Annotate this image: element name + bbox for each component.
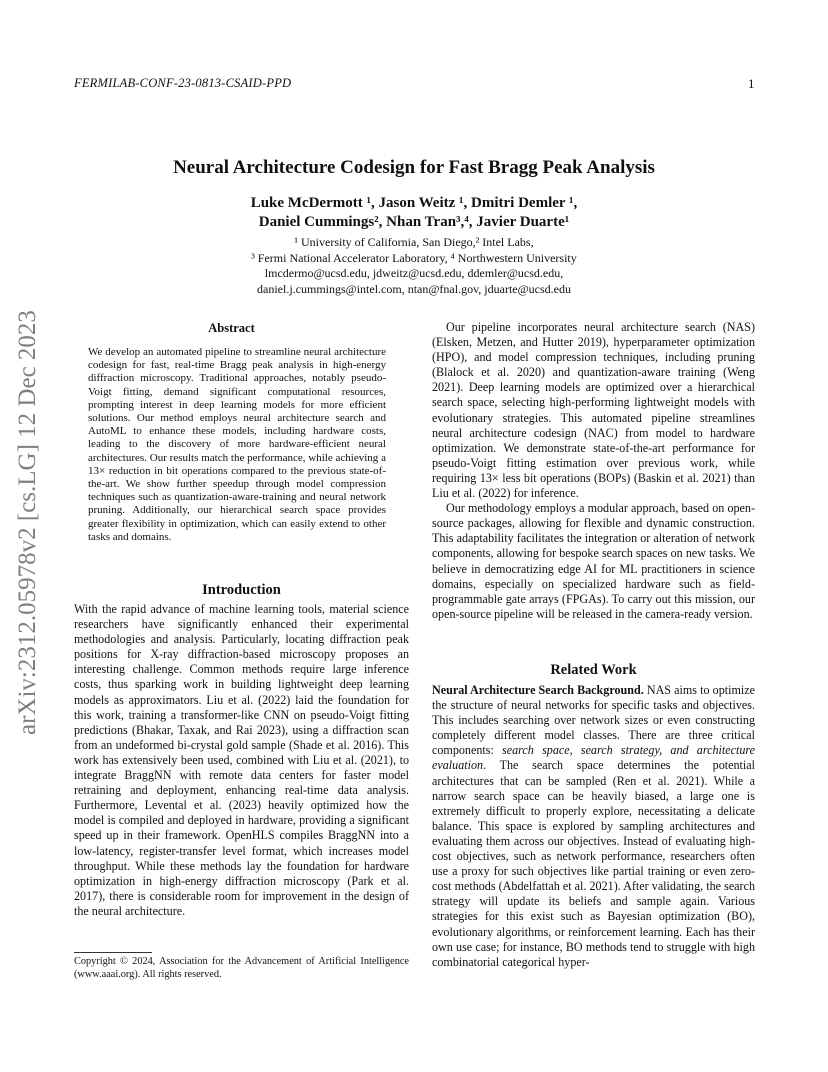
introduction-body bbox=[74, 602, 409, 919]
affiliation-line: ¹ University of California, San Diego,² Intel Labs, bbox=[294, 235, 534, 249]
introduction-continued bbox=[432, 320, 755, 622]
author-list bbox=[0, 194, 828, 232]
introduction-text: With the rapid advance of machine learning tools, material science researchers have significantly enhanced their experimental methodologies and analysis. Particularly, locating diffraction peak positions for X-ray diffraction-based microscopy proposes an interesting challenge. Common methods require large inference costs, thus sparking work in building lightweight deep learning models as approximators. Liu et al. (2022) laid the foundation for this work, training a transformer-like CNN on pseudo-Voigt fitting predictions (Bhakar, Taxak, and Rai 2023), using a diffraction scan from an undeformed bi-crystal gold sample (Shade et al. 2016). This work has extensively been used, combined with Liu et al. (2021), to integrate BraggNN with remote data centers for faster model retraining and deployment, enhancing real-time data analysis. Furthermore, Levental et al. (2023) heavily optimized how the model is compiled and deployed in hardware, providing a significant speed up in their framework. OpenHLS compiles BraggNN into a low-latency, register-transfer level format, which increases model throughput. While these methods lay the foundation for hardware optimization in high-energy diffraction microscopy (Park et al. 2017), there is considerable room for improvement in the design of the neural architecture. bbox=[74, 602, 409, 918]
related-work-body bbox=[432, 683, 755, 970]
copyright-notice bbox=[74, 955, 409, 981]
emphasis-span: search space, search strategy, and architecture evaluation bbox=[432, 743, 756, 773]
page-number: 1 bbox=[748, 76, 755, 91]
subsection-runin-heading: Neural Architecture Search Background. bbox=[432, 683, 644, 697]
paragraph bbox=[432, 683, 755, 970]
text-span: . The search space determines the potential architectures that can be sampled (Ren et al. 2021). While a narrow search space can be heavily biased, a large one is extremely difficult to properly explore, necessitating a delicate balance. This space is explored by sampling architectures and evaluating them across our objectives. Instead of evaluating high-cost objectives, such as network performance, researchers often use a proxy for such objectives like partial training or even zero-cost methods (Abdelfattah et al. 2021). After validating, the search strategy will update its beliefs and sample again. Various strategies for this exist such as Bayesian optimization (BO), evolutionary algorithms, or reinforcement learning. Each has their own use case; for instance, BO methods tend to struggle with high combinatorial categorical hyper- bbox=[432, 758, 755, 969]
paragraph: Our pipeline incorporates neural architecture search (NAS) (Elsken, Metzen, and Hutter 2019), hyperparameter optimization (HPO), and model compression techniques, including pruning (Blalock et al. 2020) and quantization-aware training (Weng 2021). Deep learning models are optimized over a hierarchical search space, selecting high-performing lightweight models with evolutionary strategies. This automated pipeline streamlines neural architecture codesign (NAC) from model to hardware optimization. We demonstrate state-of-the-art performance for pseudo-Voigt fitting estimation over previous work, while requiring 13× less bit operations (BOPs) (Baskin et al. 2021) than Liu et al. (2022) for inference. bbox=[432, 320, 755, 501]
running-header: FERMILAB-CONF-23-0813-CSAID-PPD bbox=[74, 76, 292, 90]
paper-title: Neural Architecture Codesign for Fast Bragg Peak Analysis bbox=[173, 157, 655, 178]
email-line: lmcdermo@ucsd.edu, jdweitz@ucsd.edu, ddemler@ucsd.edu, bbox=[264, 266, 564, 280]
email-line: daniel.j.cummings@intel.com, ntan@fnal.gov, jduarte@ucsd.edu bbox=[257, 281, 571, 296]
abstract-body bbox=[88, 346, 386, 544]
footnote-rule bbox=[74, 952, 152, 953]
related-work-heading: Related Work bbox=[550, 662, 637, 678]
affiliation-line: ³ Fermi National Accelerator Laboratory, ⁴ Northwestern University bbox=[251, 250, 577, 265]
copyright-text: Copyright © 2024, Association for the Advancement of Artificial Intelligence (www.aaai.org). All rights reserved. bbox=[74, 956, 409, 980]
arxiv-stamp: arXiv:2312.05978v2 [cs.LG] 12 Dec 2023 bbox=[14, 310, 41, 736]
paragraph: Our methodology employs a modular approach, based on open-source packages, allowing for flexible and dynamic construction. This adaptability facilitates the integration or alteration of network components, allowing for bespoke search spaces on new tasks. We believe in democratizing edge AI for ML practitioners in science domains, especially on specialized hardware such as field-programmable gate arrays (FPGAs). To carry out this mission, our open-source pipeline will be released in the camera-ready version. bbox=[432, 501, 755, 621]
introduction-heading: Introduction bbox=[202, 582, 281, 598]
affiliations bbox=[0, 235, 828, 297]
author-line-1: Luke McDermott ¹, Jason Weitz ¹, Dmitri Demler ¹, bbox=[250, 195, 578, 211]
abstract-heading: Abstract bbox=[208, 321, 255, 335]
text-span: NAS aims to optimize the structure of neural networks for specific tasks and objectives. This includes searching over network sizes or even constructing completely different model classes. There are three critical components: bbox=[432, 683, 755, 758]
abstract-text: We develop an automated pipeline to streamline neural architecture codesign for fast, real-time Bragg peak analysis in high-energy diffraction microscopy. Traditional approaches, notably pseudo-Voigt fitting, demand significant computational resources, prompting interest in deep learning models for more efficient solutions. Our method employs neural architecture search and AutoML to enhance these models, including hardware costs, leading to the discovery of more hardware-efficient neural architectures. Our results match the performance, while achieving a 13× reduction in bit operations compared to the previous state-of-the-art. We show further speedup through model compression techniques such as quantization-aware-training and neural network pruning. Additionally, our hierarchical search space provides greater flexibility in optimization, which can easily extend to other tasks and domains. bbox=[88, 346, 386, 543]
author-line-2: Daniel Cummings², Nhan Tran³,⁴, Javier Duarte¹ bbox=[258, 214, 570, 230]
